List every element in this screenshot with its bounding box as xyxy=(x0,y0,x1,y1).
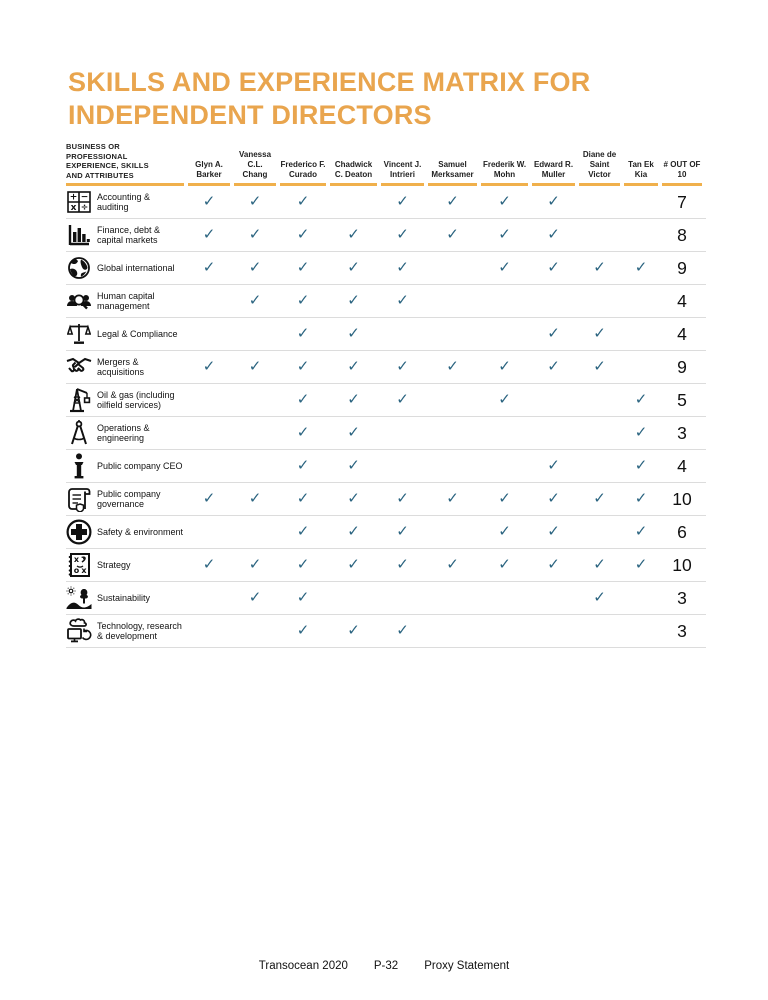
skills-matrix-table xyxy=(66,140,706,648)
matrix-header-row xyxy=(66,140,706,186)
check-cell xyxy=(428,556,477,574)
check-cell xyxy=(330,457,377,475)
check-mark-icon: ✓ xyxy=(498,258,511,276)
page-title-line-1: SKILLS AND EXPERIENCE MATRIX FOR xyxy=(68,67,591,97)
check-mark-icon: ✓ xyxy=(347,390,360,408)
check-cell xyxy=(188,226,230,244)
strategy-board-icon xyxy=(66,552,92,578)
check-mark-icon: ✓ xyxy=(547,555,560,573)
skill-label-cell xyxy=(66,252,184,284)
check-cell xyxy=(532,457,575,475)
check-mark-icon: ✓ xyxy=(547,192,560,210)
skill-label: Human capital management xyxy=(97,290,155,311)
check-cell xyxy=(280,391,326,409)
row-total: 6 xyxy=(677,521,687,542)
check-mark-icon: ✓ xyxy=(248,588,262,606)
check-mark-icon: ✓ xyxy=(446,225,459,243)
check-cell xyxy=(624,523,658,541)
check-mark-icon: ✓ xyxy=(446,489,459,507)
svg-text:o: o xyxy=(73,566,80,575)
check-mark-icon: ✓ xyxy=(396,621,409,639)
check-mark-icon: ✓ xyxy=(248,291,262,309)
check-mark-icon: ✓ xyxy=(498,489,511,507)
check-cell xyxy=(381,193,424,211)
director-column-header xyxy=(428,140,477,186)
check-cell xyxy=(188,358,230,376)
skill-row xyxy=(66,615,706,648)
check-cell xyxy=(481,556,528,574)
check-cell xyxy=(188,490,230,508)
row-total: 9 xyxy=(677,356,687,377)
check-cell xyxy=(481,490,528,508)
check-cell xyxy=(532,490,575,508)
check-cell xyxy=(381,358,424,376)
check-cell xyxy=(234,259,276,277)
check-mark-icon: ✓ xyxy=(547,324,560,342)
check-mark-icon: ✓ xyxy=(347,456,360,474)
svg-text:÷: ÷ xyxy=(80,203,89,213)
row-total: 9 xyxy=(677,257,687,278)
check-mark-icon: ✓ xyxy=(396,522,409,540)
medical-cross-icon xyxy=(66,519,92,545)
check-mark-icon: ✓ xyxy=(202,192,216,210)
check-cell xyxy=(188,193,230,211)
skill-label: Strategy xyxy=(97,559,131,570)
check-cell xyxy=(280,622,326,640)
row-total: 8 xyxy=(677,224,687,245)
check-cell xyxy=(280,457,326,475)
svg-text:x: x xyxy=(81,566,87,575)
row-total: 4 xyxy=(677,290,687,311)
row-header-title-cell xyxy=(66,140,184,186)
director-column-header xyxy=(532,140,575,186)
row-total: 4 xyxy=(677,455,687,476)
check-cell xyxy=(330,622,377,640)
check-cell xyxy=(481,523,528,541)
check-mark-icon: ✓ xyxy=(396,489,409,507)
skill-label: Global international xyxy=(97,262,175,273)
director-column-header xyxy=(330,140,377,186)
director-name: Frederico F. Curado xyxy=(280,160,326,179)
check-cell xyxy=(481,259,528,277)
check-mark-icon: ✓ xyxy=(347,357,360,375)
check-cell xyxy=(330,226,377,244)
check-cell xyxy=(381,523,424,541)
check-mark-icon: ✓ xyxy=(296,192,310,210)
check-mark-icon: ✓ xyxy=(593,489,606,507)
svg-text:−: − xyxy=(80,192,89,203)
check-mark-icon: ✓ xyxy=(296,390,310,408)
check-mark-icon: ✓ xyxy=(547,225,560,243)
check-cell xyxy=(330,325,377,343)
check-mark-icon: ✓ xyxy=(347,324,360,342)
check-cell xyxy=(280,226,326,244)
check-mark-icon: ✓ xyxy=(593,588,606,606)
footer-doc-name: Proxy Statement xyxy=(424,960,510,972)
check-cell xyxy=(481,391,528,409)
director-name: Vanessa C.L. Chang xyxy=(238,150,272,179)
skill-row xyxy=(66,516,706,549)
check-mark-icon: ✓ xyxy=(498,390,511,408)
row-header-title: BUSINESS OR PROFESSIONAL EXPERIENCE, SKILLS AND ATTRIBUTES xyxy=(66,142,149,180)
check-cell xyxy=(280,325,326,343)
check-mark-icon: ✓ xyxy=(498,192,511,210)
check-mark-icon: ✓ xyxy=(248,192,262,210)
check-mark-icon: ✓ xyxy=(634,555,648,573)
check-mark-icon: ✓ xyxy=(296,621,310,639)
check-mark-icon: ✓ xyxy=(396,192,409,210)
check-cell xyxy=(280,523,326,541)
check-cell xyxy=(280,424,326,442)
check-cell xyxy=(234,556,276,574)
check-mark-icon: ✓ xyxy=(202,357,216,375)
director-column-header xyxy=(624,140,658,186)
check-mark-icon: ✓ xyxy=(347,621,360,639)
check-mark-icon: ✓ xyxy=(593,258,606,276)
check-cell xyxy=(428,358,477,376)
check-cell xyxy=(330,490,377,508)
check-mark-icon: ✓ xyxy=(634,258,648,276)
podium-speaker-icon xyxy=(66,453,92,479)
check-mark-icon: ✓ xyxy=(446,555,459,573)
check-cell xyxy=(532,259,575,277)
skill-label-cell xyxy=(66,318,184,350)
check-mark-icon: ✓ xyxy=(634,456,648,474)
check-mark-icon: ✓ xyxy=(347,489,360,507)
skill-row xyxy=(66,219,706,252)
check-mark-icon: ✓ xyxy=(347,423,360,441)
check-mark-icon: ✓ xyxy=(248,489,262,507)
director-name: Chadwick C. Deaton xyxy=(334,160,373,179)
check-mark-icon: ✓ xyxy=(498,357,511,375)
svg-text:x: x xyxy=(70,203,77,213)
skill-row xyxy=(66,384,706,417)
footer-page-number: P-32 xyxy=(373,960,399,972)
row-total: 10 xyxy=(672,488,692,509)
row-total: 3 xyxy=(677,422,687,443)
check-cell xyxy=(381,556,424,574)
check-cell xyxy=(280,589,326,607)
skill-label-cell xyxy=(66,351,184,383)
check-mark-icon: ✓ xyxy=(446,357,459,375)
computer-cloud-icon xyxy=(66,618,92,644)
check-mark-icon: ✓ xyxy=(347,522,360,540)
page-title xyxy=(68,66,688,132)
skill-row xyxy=(66,549,706,582)
skill-label: Sustainability xyxy=(97,592,151,603)
total-column-header xyxy=(662,140,702,186)
check-cell xyxy=(579,490,620,508)
handshake-icon xyxy=(66,354,92,380)
globe-icon xyxy=(66,255,92,281)
check-cell xyxy=(234,490,276,508)
skill-row xyxy=(66,450,706,483)
people-search-icon xyxy=(66,288,92,314)
skill-label: Legal & Compliance xyxy=(97,328,178,339)
check-mark-icon: ✓ xyxy=(347,555,360,573)
check-cell xyxy=(579,556,620,574)
check-mark-icon: ✓ xyxy=(347,291,360,309)
check-cell xyxy=(234,193,276,211)
check-mark-icon: ✓ xyxy=(396,357,409,375)
check-mark-icon: ✓ xyxy=(547,258,560,276)
row-total: 3 xyxy=(677,587,687,608)
check-mark-icon: ✓ xyxy=(446,192,459,210)
skill-label: Mergers & acquisitions xyxy=(97,356,145,377)
skill-label-cell xyxy=(66,549,184,581)
check-cell xyxy=(532,226,575,244)
check-cell xyxy=(280,490,326,508)
check-cell xyxy=(330,424,377,442)
check-cell xyxy=(234,292,276,310)
director-name: Frederik W. Mohn xyxy=(482,160,527,179)
check-cell xyxy=(624,424,658,442)
check-cell xyxy=(481,226,528,244)
footer-company: Transocean 2020 xyxy=(258,960,348,972)
check-cell xyxy=(624,259,658,277)
director-column-header xyxy=(481,140,528,186)
skill-row xyxy=(66,351,706,384)
check-cell xyxy=(624,490,658,508)
check-cell xyxy=(579,325,620,343)
matrix-body xyxy=(66,186,706,648)
check-mark-icon: ✓ xyxy=(296,456,310,474)
check-mark-icon: ✓ xyxy=(202,555,216,573)
check-mark-icon: ✓ xyxy=(202,225,216,243)
check-cell xyxy=(532,325,575,343)
check-mark-icon: ✓ xyxy=(593,324,606,342)
check-mark-icon: ✓ xyxy=(248,357,262,375)
director-column-header xyxy=(234,140,276,186)
check-cell xyxy=(381,226,424,244)
check-cell xyxy=(428,226,477,244)
skill-row xyxy=(66,483,706,516)
skill-row xyxy=(66,417,706,450)
skill-label-cell xyxy=(66,582,184,614)
check-mark-icon: ✓ xyxy=(396,258,409,276)
check-mark-icon: ✓ xyxy=(396,291,409,309)
director-column-header xyxy=(280,140,326,186)
check-cell xyxy=(234,358,276,376)
skill-label: Safety & environment xyxy=(97,526,184,537)
check-mark-icon: ✓ xyxy=(593,555,606,573)
skill-label-cell xyxy=(66,516,184,548)
check-mark-icon: ✓ xyxy=(498,522,511,540)
check-mark-icon: ✓ xyxy=(296,357,310,375)
check-mark-icon: ✓ xyxy=(547,522,560,540)
check-mark-icon: ✓ xyxy=(296,522,310,540)
check-cell xyxy=(280,259,326,277)
director-name: Edward R. Muller xyxy=(533,160,574,179)
director-name: Samuel Merksamer xyxy=(431,160,474,179)
check-mark-icon: ✓ xyxy=(296,555,310,573)
skill-label-cell xyxy=(66,417,184,449)
row-total: 3 xyxy=(677,620,687,641)
total-column-label: # OUT OF 10 xyxy=(663,160,701,179)
check-cell xyxy=(532,556,575,574)
svg-text:x: x xyxy=(73,555,80,564)
director-name: Glyn A. Barker xyxy=(195,160,223,179)
check-cell xyxy=(330,556,377,574)
skill-row xyxy=(66,186,706,219)
row-total: 7 xyxy=(677,191,687,212)
check-cell xyxy=(188,556,230,574)
check-cell xyxy=(624,556,658,574)
check-mark-icon: ✓ xyxy=(547,456,560,474)
check-cell xyxy=(330,259,377,277)
check-cell xyxy=(481,193,528,211)
skill-row xyxy=(66,582,706,615)
check-mark-icon: ✓ xyxy=(296,588,310,606)
check-cell xyxy=(381,259,424,277)
check-mark-icon: ✓ xyxy=(202,489,216,507)
check-cell xyxy=(330,391,377,409)
check-mark-icon: ✓ xyxy=(547,489,560,507)
check-cell xyxy=(481,358,528,376)
check-cell xyxy=(428,193,477,211)
svg-text:+: + xyxy=(69,192,78,203)
check-cell xyxy=(579,259,620,277)
check-mark-icon: ✓ xyxy=(634,423,648,441)
check-cell xyxy=(579,358,620,376)
check-mark-icon: ✓ xyxy=(296,423,310,441)
check-mark-icon: ✓ xyxy=(296,291,310,309)
check-mark-icon: ✓ xyxy=(498,225,511,243)
drafting-compass-icon xyxy=(66,420,92,446)
skill-label-cell xyxy=(66,186,184,218)
skill-row xyxy=(66,252,706,285)
skill-label-cell xyxy=(66,219,184,251)
bar-chart-icon xyxy=(66,222,92,248)
skill-label: Public company CEO xyxy=(97,460,183,471)
director-name: Tan Ek Kia xyxy=(628,160,654,179)
check-mark-icon: ✓ xyxy=(296,324,310,342)
check-cell xyxy=(280,193,326,211)
check-cell xyxy=(381,391,424,409)
check-cell xyxy=(532,193,575,211)
check-mark-icon: ✓ xyxy=(634,390,648,408)
check-mark-icon: ✓ xyxy=(547,357,560,375)
check-mark-icon: ✓ xyxy=(347,258,360,276)
skill-label-cell xyxy=(66,384,184,416)
check-cell xyxy=(624,391,658,409)
skill-label: Operations & engineering xyxy=(97,422,150,443)
skill-row xyxy=(66,285,706,318)
check-cell xyxy=(188,259,230,277)
check-cell xyxy=(280,358,326,376)
check-mark-icon: ✓ xyxy=(248,555,262,573)
check-mark-icon: ✓ xyxy=(202,258,216,276)
director-name: Diane de Saint Victor xyxy=(582,150,617,179)
check-mark-icon: ✓ xyxy=(593,357,606,375)
check-mark-icon: ✓ xyxy=(248,225,262,243)
check-mark-icon: ✓ xyxy=(634,522,648,540)
skill-label-cell xyxy=(66,450,184,482)
skill-label: Accounting & auditing xyxy=(97,191,151,212)
skill-label: Public company governance xyxy=(97,488,161,509)
row-total: 4 xyxy=(677,323,687,344)
check-cell xyxy=(330,358,377,376)
check-mark-icon: ✓ xyxy=(347,225,360,243)
check-cell xyxy=(381,292,424,310)
check-cell xyxy=(579,589,620,607)
check-cell xyxy=(280,292,326,310)
check-cell xyxy=(280,556,326,574)
skill-label: Finance, debt & capital markets xyxy=(97,224,161,245)
director-column-header xyxy=(188,140,230,186)
row-total: 10 xyxy=(672,554,692,575)
calculator-icon xyxy=(66,189,92,215)
oil-derrick-icon xyxy=(66,387,92,413)
check-cell xyxy=(381,622,424,640)
check-cell xyxy=(330,523,377,541)
director-column-header xyxy=(579,140,620,186)
skill-label: Technology, research & development xyxy=(97,620,182,641)
check-mark-icon: ✓ xyxy=(248,258,262,276)
row-total: 5 xyxy=(677,389,687,410)
skill-label-cell xyxy=(66,285,184,317)
check-mark-icon: ✓ xyxy=(498,555,511,573)
page-title-line-2: INDEPENDENT DIRECTORS xyxy=(68,100,432,130)
check-cell xyxy=(428,490,477,508)
check-cell xyxy=(532,358,575,376)
scales-icon xyxy=(66,321,92,347)
check-mark-icon: ✓ xyxy=(634,489,648,507)
director-column-header xyxy=(381,140,424,186)
skill-label: Oil & gas (including oilfield services) xyxy=(97,389,175,410)
skill-label-cell xyxy=(66,615,184,647)
director-name: Vincent J. Intrieri xyxy=(383,160,422,179)
sustainability-landscape-icon xyxy=(66,585,92,611)
check-cell xyxy=(381,490,424,508)
scroll-shield-icon xyxy=(66,486,92,512)
skill-label-cell xyxy=(66,483,184,515)
check-cell xyxy=(330,292,377,310)
check-cell xyxy=(532,523,575,541)
check-mark-icon: ✓ xyxy=(396,555,409,573)
check-mark-icon: ✓ xyxy=(396,390,409,408)
check-cell xyxy=(234,589,276,607)
check-mark-icon: ✓ xyxy=(396,225,409,243)
check-mark-icon: ✓ xyxy=(296,258,310,276)
page-footer xyxy=(0,960,768,972)
check-cell xyxy=(624,457,658,475)
check-cell xyxy=(234,226,276,244)
skill-row xyxy=(66,318,706,351)
check-mark-icon: ✓ xyxy=(296,489,310,507)
check-mark-icon: ✓ xyxy=(296,225,310,243)
